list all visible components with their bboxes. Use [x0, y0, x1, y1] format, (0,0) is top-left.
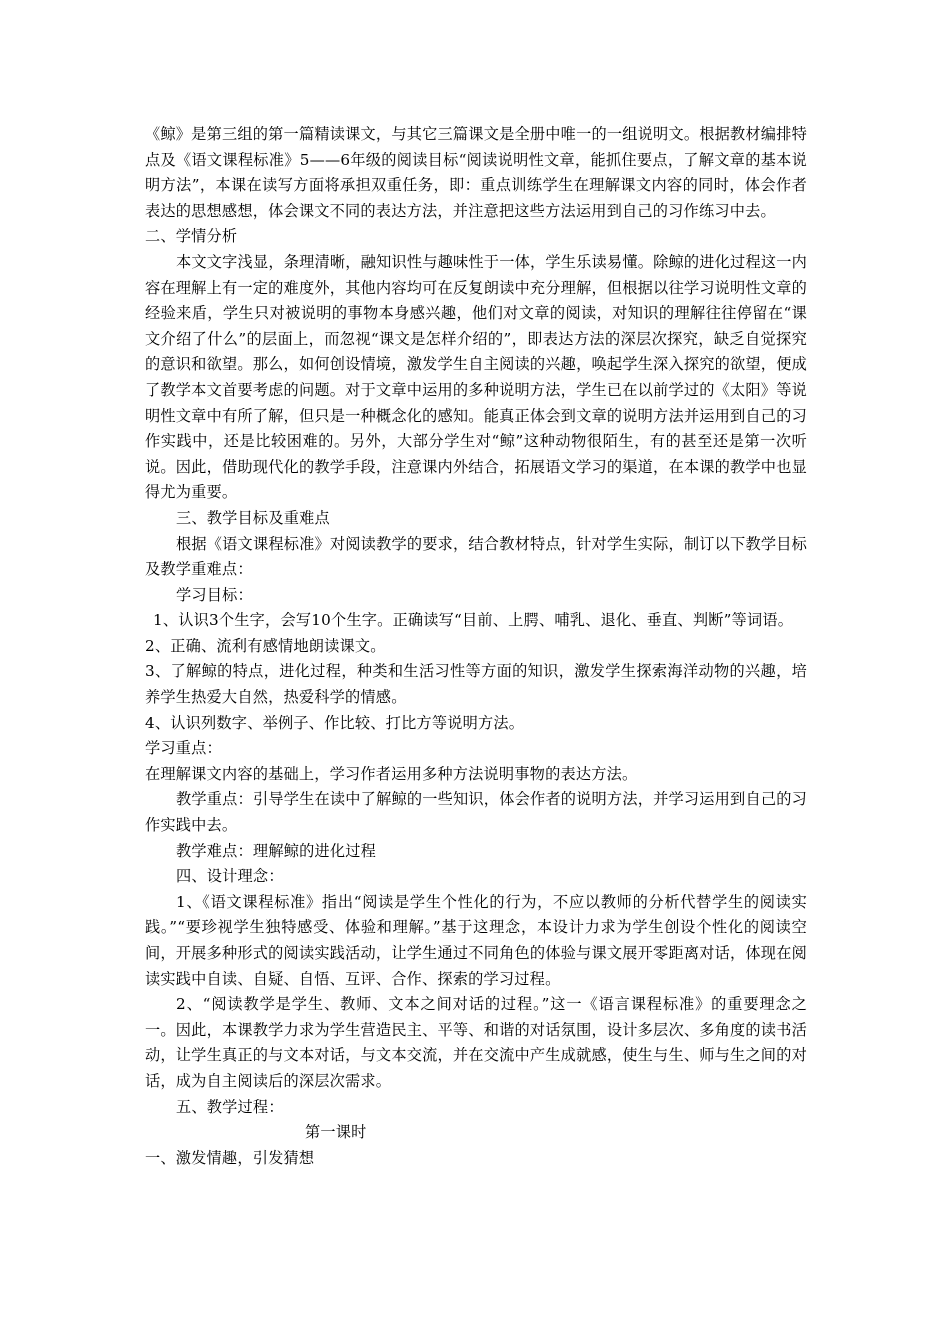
objective-item-2: 2、正确、流利有感情地朗读课文。	[145, 636, 386, 655]
learning-objectives-label: 学习目标：	[176, 585, 253, 604]
section-heading-objectives: 三、教学目标及重难点	[176, 508, 330, 527]
design-concept-item-2: 2、“阅读教学是学生、教师、文本之间对话的过程。”这一《语言课程标准》的重要理念之一。因此，本课教学力求为学生营造民主、平等、和谐的对话氛围，设计多层次、多角度的读书活动，让学生真正的与文本对话，与文本交流，并在交流中产生成就感，使生与生、师与生之间的对话，成为自主阅读后的深层次需求。	[145, 995, 807, 1090]
design-concept-item-1: 1、《语文课程标准》指出“阅读是学生个性化的行为，不应以教师的分析代替学生的阅读实践。”“要珍视学生独特感受、体验和理解。”基于这理念，本设计力求为学生创设个性化的阅读空间，开展多种形式的阅读实践活动，让学生通过不同角色的体验与课文展开零距离对话，体现在阅读实践中自读、自疑、自悟、互评、合作、探索的学习过程。	[145, 892, 807, 988]
teaching-difficulty-paragraph: 教学难点：理解鲸的进化过程	[176, 841, 377, 860]
learning-focus-text: 在理解课文内容的基础上，学习作者运用多种方法说明事物的表达方法。	[145, 764, 638, 783]
learning-focus-label: 学习重点：	[145, 739, 222, 758]
section-heading-teaching-process: 五、教学过程：	[176, 1097, 284, 1116]
step-one-heading: 一、激发情趣，引发猜想	[145, 1148, 315, 1167]
learner-analysis-paragraph: 本文文字浅显，条理清晰，融知识性与趣味性于一体，学生乐读易懂。除鲸的进化过程这一内容在理解上有一定的难度外，其他内容均可在反复朗读中充分理解，但根据以往学习说明性文章的经验来盾，学生只对被说明的事物本身感兴趣，他们对文章的阅读，对知识的理解往往停留在“课文介绍了什么”的层面上，而忽视“课文是怎样介绍的”，即表达方法的深层次探究，缺乏自觉探究的意识和欲望。那么，如何创设情境，激发学生自主阅读的兴趣，唤起学生深入探究的欲望，便成了教学本文首要考虑的问题。对于文章中运用的多种说明方法，学生已在以前学过的《太阳》等说明性文章中有所了解，但只是一种概念化的感知。能真正体会到文章的说明方法并运用到自己的习作实践中，还是比较困难的。另外，大部分学生对“鲸”这种动物很陌生，有的甚至还是第一次听说。因此，借助现代化的教学手段，注意课内外结合，拓展语文学习的渠道，在本课的教学中也显得尤为重要。	[145, 252, 807, 502]
intro-paragraph: 《鲸》是第三组的第一篇精读课文，与其它三篇课文是全册中唯一的一组说明文。根据教材编排特点及《语文课程标准》5——6年级的阅读目标“阅读说明性文章，能抓住要点，了解文章的基本说明方法”，本课在读写方面将承担双重任务，即：重点训练学生在理解课文内容的同时，体会作者表达的思想感想，体会课文不同的表达方法，并注意把这些方法运用到自己的习作练习中去。	[145, 125, 807, 220]
teaching-focus-paragraph: 教学重点：引导学生在读中了解鲸的一些知识，体会作者的说明方法，并学习运用到自己的习作实践中去。	[145, 790, 807, 835]
document-body	[145, 122, 807, 1171]
lesson-one-heading: 第一课时	[305, 1123, 367, 1142]
section-heading-design-concept: 四、设计理念：	[176, 867, 284, 886]
objectives-intro-paragraph: 根据《语文课程标准》对阅读教学的要求，结合教材特点，针对学生实际，制订以下教学目标及教学重难点：	[145, 534, 807, 579]
objective-item-1: 1、认识3个生字，会写10个生字。正确读写“目前、上腭、哺乳、退化、垂直、判断”等词语。	[153, 611, 794, 630]
section-heading-learner-analysis: 二、学情分析	[145, 227, 238, 246]
objective-item-3: 3、了解鲸的特点，进化过程，种类和生活习性等方面的知识，激发学生探索海洋动物的兴趣，培养学生热爱大自然，热爱科学的情感。	[145, 662, 807, 707]
objective-item-4: 4、认识列数字、举例子、作比较、打比方等说明方法。	[145, 713, 525, 732]
